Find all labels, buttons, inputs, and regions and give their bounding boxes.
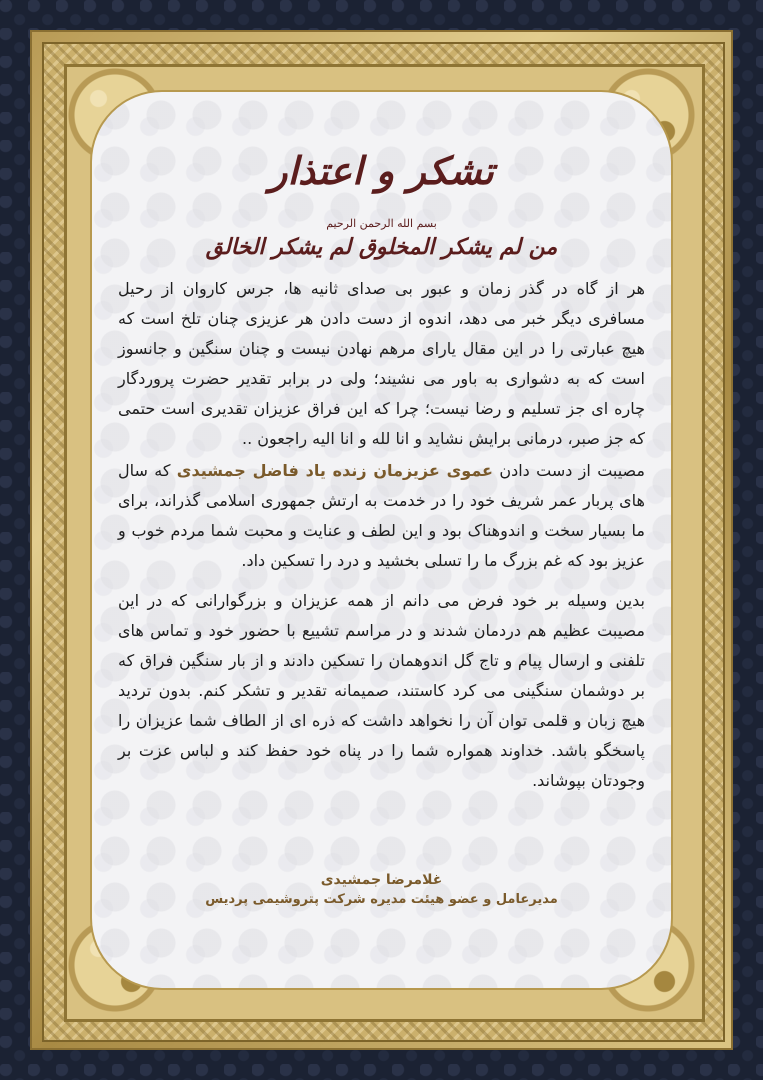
page-title: تشکر و اعتذار — [269, 148, 494, 193]
paragraph-intro: هر از گاه در گذر زمان و عبور بی صدای ثانیه ها، جرس کاروان از رحیل مسافری دیگر خبر می دهد، اندوه از دست دادن هر عزیزی چنان تلخ است که هیچ عبارتی را در این مقال یارای مرهم نهادن نیست و چنان سنگین و جانسوز است که به دشواری به باور می نشیند؛ ولی در برابر تقدیر حضرت پروردگار چاره ای جز تسلیم و رضا نیست؛ چرا که این فراق عزیزان تقدیری است حتمی که جز صبر، درمانی برایش نشاید و انا لله و انا الیه راجعون .. — [118, 279, 645, 448]
signatory-title: مدیرعامل و عضو هیئت مدیره شرکت پتروشیمی پردیس — [205, 892, 558, 907]
signature-block — [118, 872, 645, 907]
paragraph-thanks: بدین وسیله بر خود فرض می دانم از همه عزیزان و بزرگوارانی که در این مصیبت عظیم هم دردمان شدند و در مراسم تشییع با حضور خود و تماس های تلفنی و ارسال پیام و تاج گل اندوهمان را تسکین دادند و از بار سنگین فراق که بر دوشمان سنگینی می کرد کاستند، صمیمانه تقدیر و تشکر کنم. بدون تردید هیچ زبان و قلمی توان آن را نخواهد داشت که ذره ای از الطاف شما عزیزان را پاسخگو باشد. خداوند همواره شما را در پناه خود حفظ کند و لباس عزت بر وجودتان بپوشاند. — [118, 591, 645, 790]
deceased-name-highlight: عموی عزیزمان زنده یاد فاضل جمشیدی — [176, 461, 493, 480]
letter-content — [118, 140, 645, 796]
basmala-line: بسم الله الرحمن الرحیم — [326, 217, 437, 230]
paragraph-deceased-before: مصیبت از دست دادن — [492, 461, 645, 480]
paragraph-deceased-after: که سال های پربار عمر شریف خود را در خدمت به ارتش جمهوری اسلامی گذراند، برای ما بسیار سخت و اندوهناک بود و این لطف و عنایت و محبت شما مردم خوب و عزیز بود که غم بزرگ ما را تسلی بخشید و درد را تسکین داد. — [118, 461, 645, 570]
hadith-heading: من لم یشکر المخلوق لم یشکر الخالق — [205, 234, 558, 260]
signatory-name: غلامرضا جمشیدی — [320, 872, 443, 888]
paragraph-deceased — [118, 456, 645, 576]
